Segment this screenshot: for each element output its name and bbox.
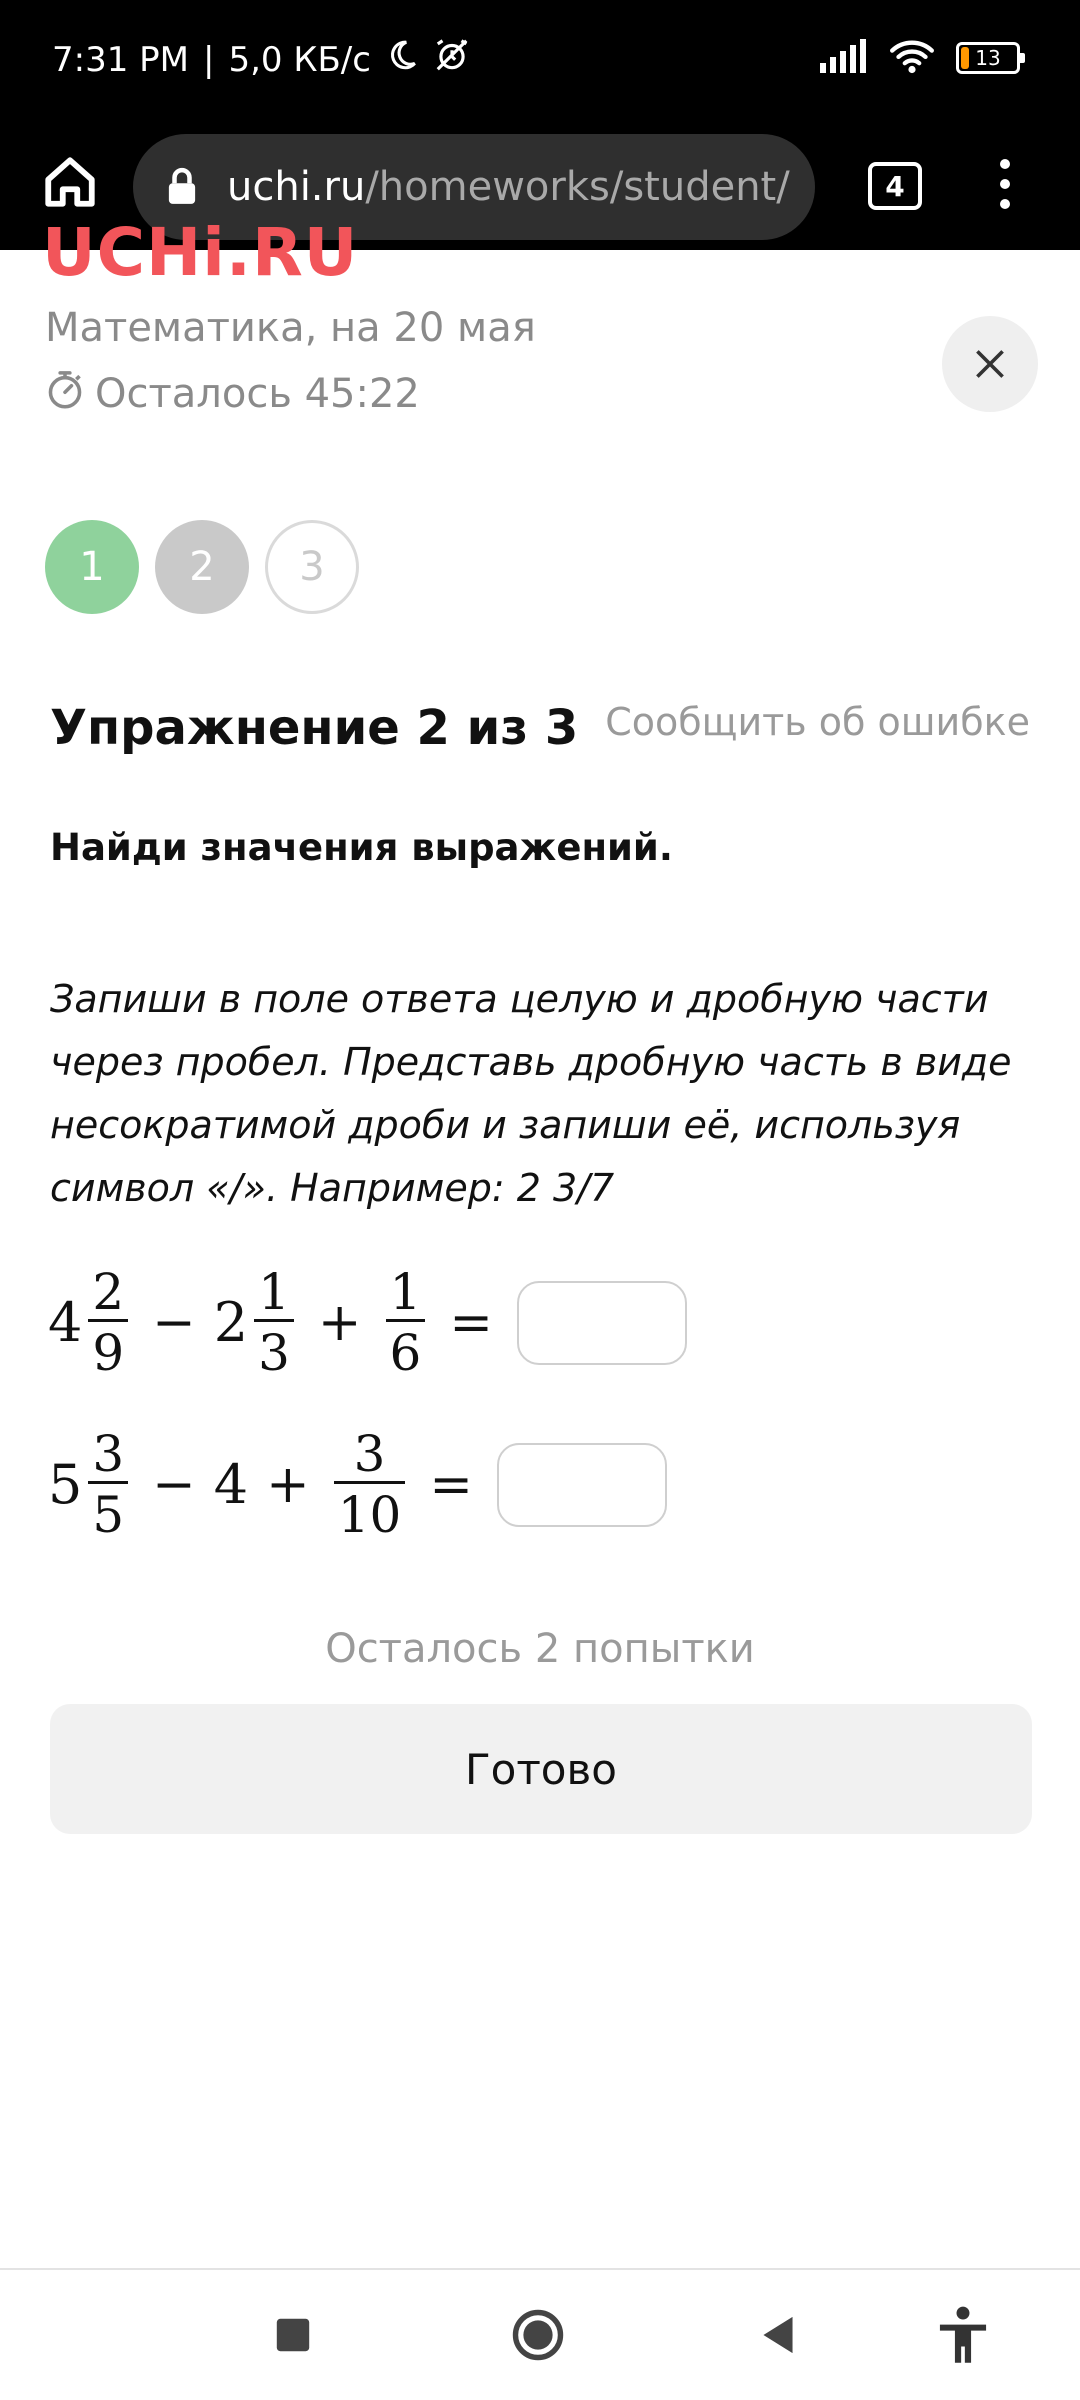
operator-plus: + xyxy=(266,1454,310,1515)
url-host: uchi.ru xyxy=(227,164,366,210)
step-1[interactable]: 1 xyxy=(45,520,139,614)
status-time: 7:31 PM xyxy=(52,39,189,80)
denominator: 3 xyxy=(254,1319,294,1380)
alarm-off-icon xyxy=(433,36,471,83)
instructions: Запиши в поле ответа целую и дробную части через пробел. Представь дробную часть в виде несократимой дроби и запиши её, используя символ «/». Например: 2 3/7 xyxy=(50,977,1012,1210)
subject-date: Математика, на 20 мая xyxy=(45,305,536,351)
exercise-steps xyxy=(45,520,359,614)
accessibility-button[interactable] xyxy=(928,2300,998,2370)
navigation-bar xyxy=(0,2270,1080,2400)
status-separator: | xyxy=(203,39,215,80)
close-button[interactable] xyxy=(942,316,1038,412)
fraction xyxy=(88,1427,128,1542)
tabs-button[interactable] xyxy=(868,162,922,210)
numerator: 3 xyxy=(353,1425,386,1483)
menu-dot-icon xyxy=(1000,199,1010,209)
step-3[interactable]: 3 xyxy=(265,520,359,614)
square-icon xyxy=(275,2317,311,2353)
status-left xyxy=(52,36,471,83)
done-button[interactable]: Готово xyxy=(50,1704,1032,1834)
back-button[interactable] xyxy=(743,2300,813,2370)
exercise-title: Упражнение 2 из 3 xyxy=(50,700,579,756)
denominator: 10 xyxy=(334,1481,406,1542)
term-whole: 2 xyxy=(213,1291,249,1354)
recents-button[interactable] xyxy=(258,2300,328,2370)
wifi-icon xyxy=(890,38,934,78)
home-button[interactable] xyxy=(30,142,110,222)
home-icon xyxy=(41,153,99,211)
term-whole: 4 xyxy=(48,1291,83,1354)
fraction xyxy=(334,1427,406,1542)
accessibility-icon xyxy=(935,2305,991,2365)
signal-icon xyxy=(818,39,868,77)
fraction xyxy=(254,1265,294,1380)
status-right xyxy=(818,38,1020,78)
battery-icon xyxy=(956,42,1020,74)
stopwatch-icon xyxy=(45,368,85,420)
equation-1 xyxy=(48,1265,687,1380)
numerator: 1 xyxy=(258,1263,290,1321)
tab-count: 4 xyxy=(885,169,905,203)
network-speed: 5,0 КБ/с xyxy=(228,39,371,80)
home-nav-button[interactable] xyxy=(503,2300,573,2370)
task-title: Найди значения выражений. xyxy=(50,826,673,869)
attempts-remaining: Осталось 2 попытки xyxy=(325,1626,755,1672)
denominator: 6 xyxy=(386,1319,426,1380)
close-icon xyxy=(972,346,1008,382)
more-menu-button[interactable] xyxy=(990,146,1020,222)
menu-dot-icon xyxy=(1000,179,1010,189)
report-error-link[interactable]: Сообщить об ошибке xyxy=(605,700,1030,744)
answer-input-1[interactable] xyxy=(517,1281,687,1365)
equation-2 xyxy=(48,1427,667,1542)
term-whole: 5 xyxy=(48,1453,83,1516)
back-triangle-icon xyxy=(759,2315,797,2355)
step-2[interactable]: 2 xyxy=(155,520,249,614)
equals-sign: = xyxy=(449,1292,493,1353)
timer xyxy=(45,368,420,420)
denominator: 5 xyxy=(88,1481,128,1542)
denominator: 9 xyxy=(88,1319,128,1380)
timer-text: Осталось 45:22 xyxy=(95,371,420,417)
numerator: 2 xyxy=(92,1263,125,1321)
numerator: 1 xyxy=(389,1263,422,1321)
url-path: /homeworks/student/ xyxy=(365,164,790,210)
lock-icon xyxy=(167,168,199,206)
numerator: 3 xyxy=(92,1425,125,1483)
status-bar xyxy=(0,0,1080,118)
uchi-logo[interactable]: UCHi.RU xyxy=(42,214,359,291)
equals-sign: = xyxy=(429,1454,473,1515)
battery-level: 13 xyxy=(975,46,1001,70)
term-integer: 4 xyxy=(213,1453,249,1516)
operator-minus: − xyxy=(152,1292,196,1353)
moon-icon xyxy=(385,38,419,81)
url-text xyxy=(227,164,790,210)
fraction xyxy=(88,1265,128,1380)
menu-dot-icon xyxy=(1000,159,1010,169)
operator-plus: + xyxy=(317,1292,362,1353)
fraction xyxy=(386,1265,426,1380)
operator-minus: − xyxy=(152,1454,196,1515)
answer-input-2[interactable] xyxy=(497,1443,667,1527)
circle-icon xyxy=(511,2308,565,2362)
